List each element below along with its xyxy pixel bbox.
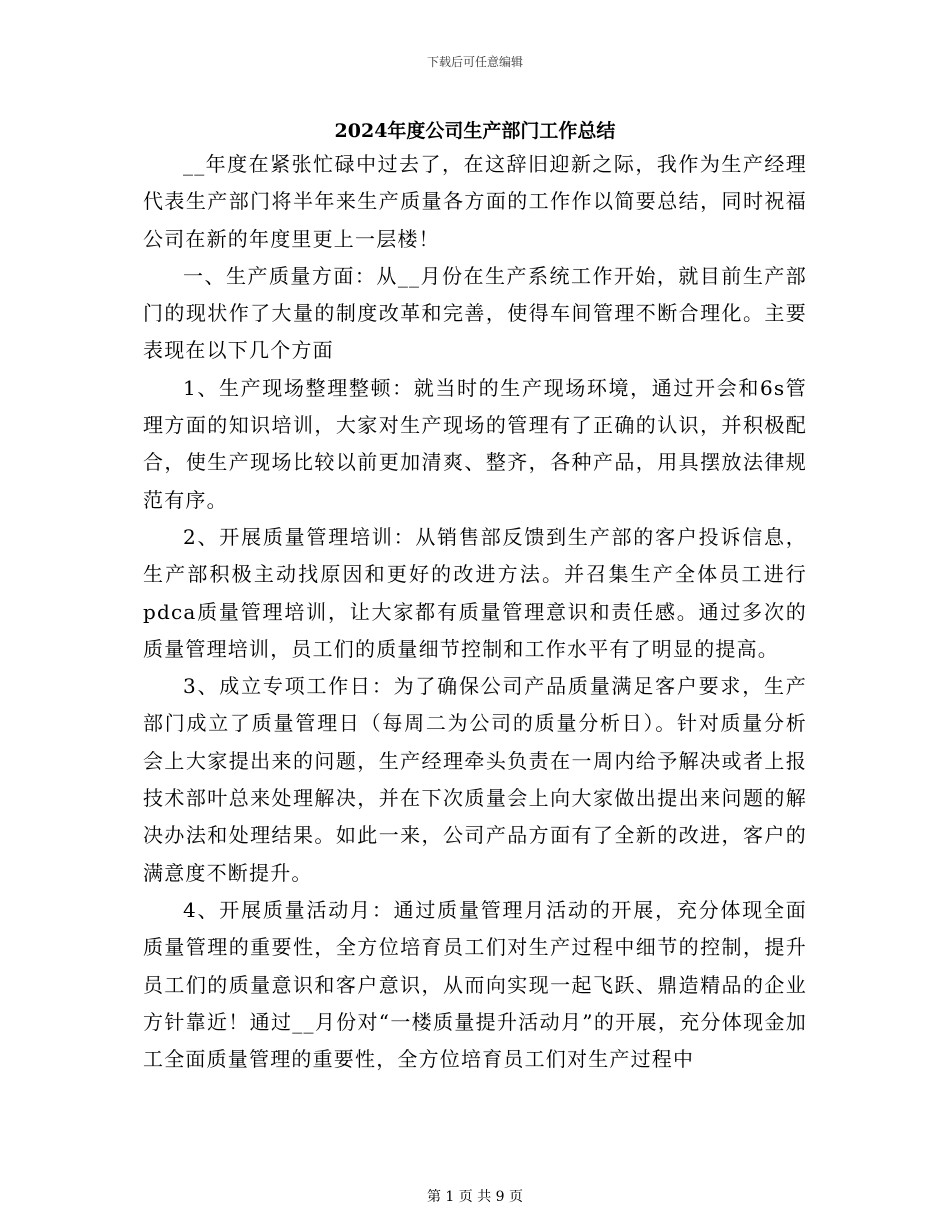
page-number-footer: 第 1 页 共 9 页 — [426, 1189, 524, 1205]
paragraph-item-1: 1、生产现场整理整顿：就当时的生产现场环境，通过开会和6s管理方面的知识培训，大家对生产现场的管理有了正确的认识，并积极配合，使生产现场比较以前更加清爽、整齐，各种产品，用具摆放法律规范有序。 — [143, 375, 807, 512]
document-body — [143, 146, 807, 1078]
document-title: 2024年度公司生产部门工作总结 — [334, 120, 616, 142]
paragraph-intro: __年度在紧张忙碌中过去了，在这辞旧迎新之际，我作为生产经理代表生产部门将半年来生产质量各方面的工作作以简要总结，同时祝福公司在新的年度里更上一层楼！ — [143, 152, 807, 251]
page-header-note: 下载后可任意编辑 — [426, 55, 523, 69]
paragraph-item-3: 3、成立专项工作日：为了确保公司产品质量满足客户要求，生产部门成立了质量管理日（每周二为公司的质量分析日）。针对质量分析会上大家提出来的问题，生产经理牵头负责在一周内给予解决或者上报技术部叶总来处理解决，并在下次质量会上向大家做出提出来问题的解决办法和处理结果。如此一来，公司产品方面有了全新的改进，客户的满意度不断提升。 — [143, 674, 807, 885]
paragraph-section-1: 一、生产质量方面：从__月份在生产系统工作开始，就目前生产部门的现状作了大量的制度改革和完善，使得车间管理不断合理化。主要表现在以下几个方面 — [143, 263, 807, 363]
paragraph-item-4: 4、开展质量活动月：通过质量管理月活动的开展，充分体现全面质量管理的重要性，全方位培育员工们对生产过程中细节的控制，提升员工们的质量意识和客户意识，从而向实现一起飞跃、鼎造精品的企业方针靠近！通过__月份对“一楼质量提升活动月”的开展，充分体现金加工全面质量管理的重要性，全方位培育员工们对生产过程中 — [143, 897, 807, 1072]
paragraph-item-2: 2、开展质量管理培训：从销售部反馈到生产部的客户投诉信息，生产部积极主动找原因和更好的改进方法。并召集生产全体员工进行pdca质量管理培训，让大家都有质量管理意识和责任感。通过多次的质量管理培训，员工们的质量细节控制和工作水平有了明显的提高。 — [143, 524, 807, 661]
